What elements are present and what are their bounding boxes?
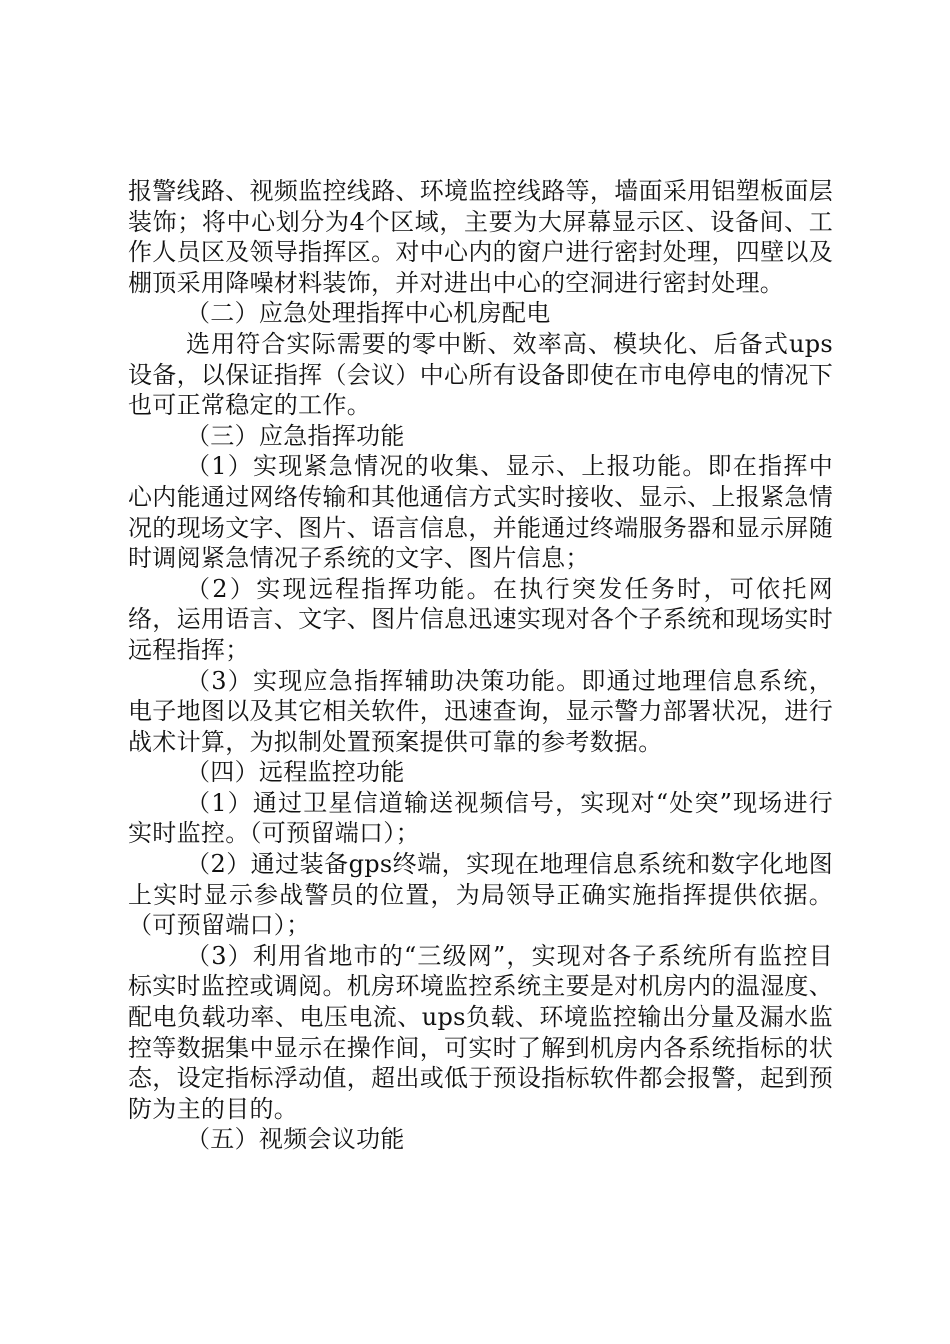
list-item-3-3: （3）实现应急指挥辅助决策功能。即通过地理信息系统，电子地图以及其它相关软件，迅速查询，显示警力部署状况，进行战术计算，为拟制处置预案提供可靠的参考数据。 xyxy=(128,666,833,756)
section-heading-4: （四）远程监控功能 xyxy=(186,758,405,787)
list-item-3-1: （1）实现紧急情况的收集、显示、上报功能。即在指挥中心内能通过网络传输和其他通信方式实时接收、显示、上报紧急情况的现场文字、图片、语言信息，并能通过终端服务器和显示屏随时调阅紧急情况子系统的文字、图片信息； xyxy=(128,452,833,573)
section-heading-2: （二）应急处理指挥中心机房配电 xyxy=(186,299,551,328)
list-item-4-3: （3）利用省地市的“三级网”，实现对各子系统所有监控目标实时监控或调阅。机房环境监控系统主要是对机房内的温湿度、配电负载功率、电压电流、ups负载、环境监控输出分量及漏水监控等数据集中显示在操作间，可实时了解到机房内各系统指标的状态，设定指标浮动值，超出或低于预设指标软件都会报警，起到预防为主的目的。 xyxy=(128,941,833,1123)
section-heading-5: （五）视频会议功能 xyxy=(186,1125,405,1154)
paragraph-3: 选用符合实际需要的零中断、效率高、模块化、后备式ups设备，以保证指挥（会议）中心所有设备即使在市电停电的情况下也可正常稳定的工作。 xyxy=(128,329,833,420)
list-item-3-2: （2）实现远程指挥功能。在执行突发任务时，可依托网络，运用语言、文字、图片信息迅速实现对各个子系统和现场实时远程指挥； xyxy=(128,574,833,664)
paragraph-1: 报警线路、视频监控线路、环境监控线路等，墙面采用铝塑板面层装饰；将中心划分为4个区域，主要为大屏幕显示区、设备间、工作人员区及领导指挥区。对中心内的窗户进行密封处理，四壁以及棚顶采用降噪材料装饰，并对进出中心的空洞进行密封处理。 xyxy=(128,177,833,297)
list-item-4-1: （1）通过卫星信道输送视频信号，实现对“处突”现场进行实时监控。（可预留端口）； xyxy=(128,788,833,848)
list-item-4-2: （2）通过装备gps终端，实现在地理信息系统和数字化地图上实时显示参战警员的位置，为局领导正确实施指挥提供依据。（可预留端口）； xyxy=(128,850,833,940)
section-heading-3: （三）应急指挥功能 xyxy=(186,421,405,450)
document-body xyxy=(128,176,833,1155)
